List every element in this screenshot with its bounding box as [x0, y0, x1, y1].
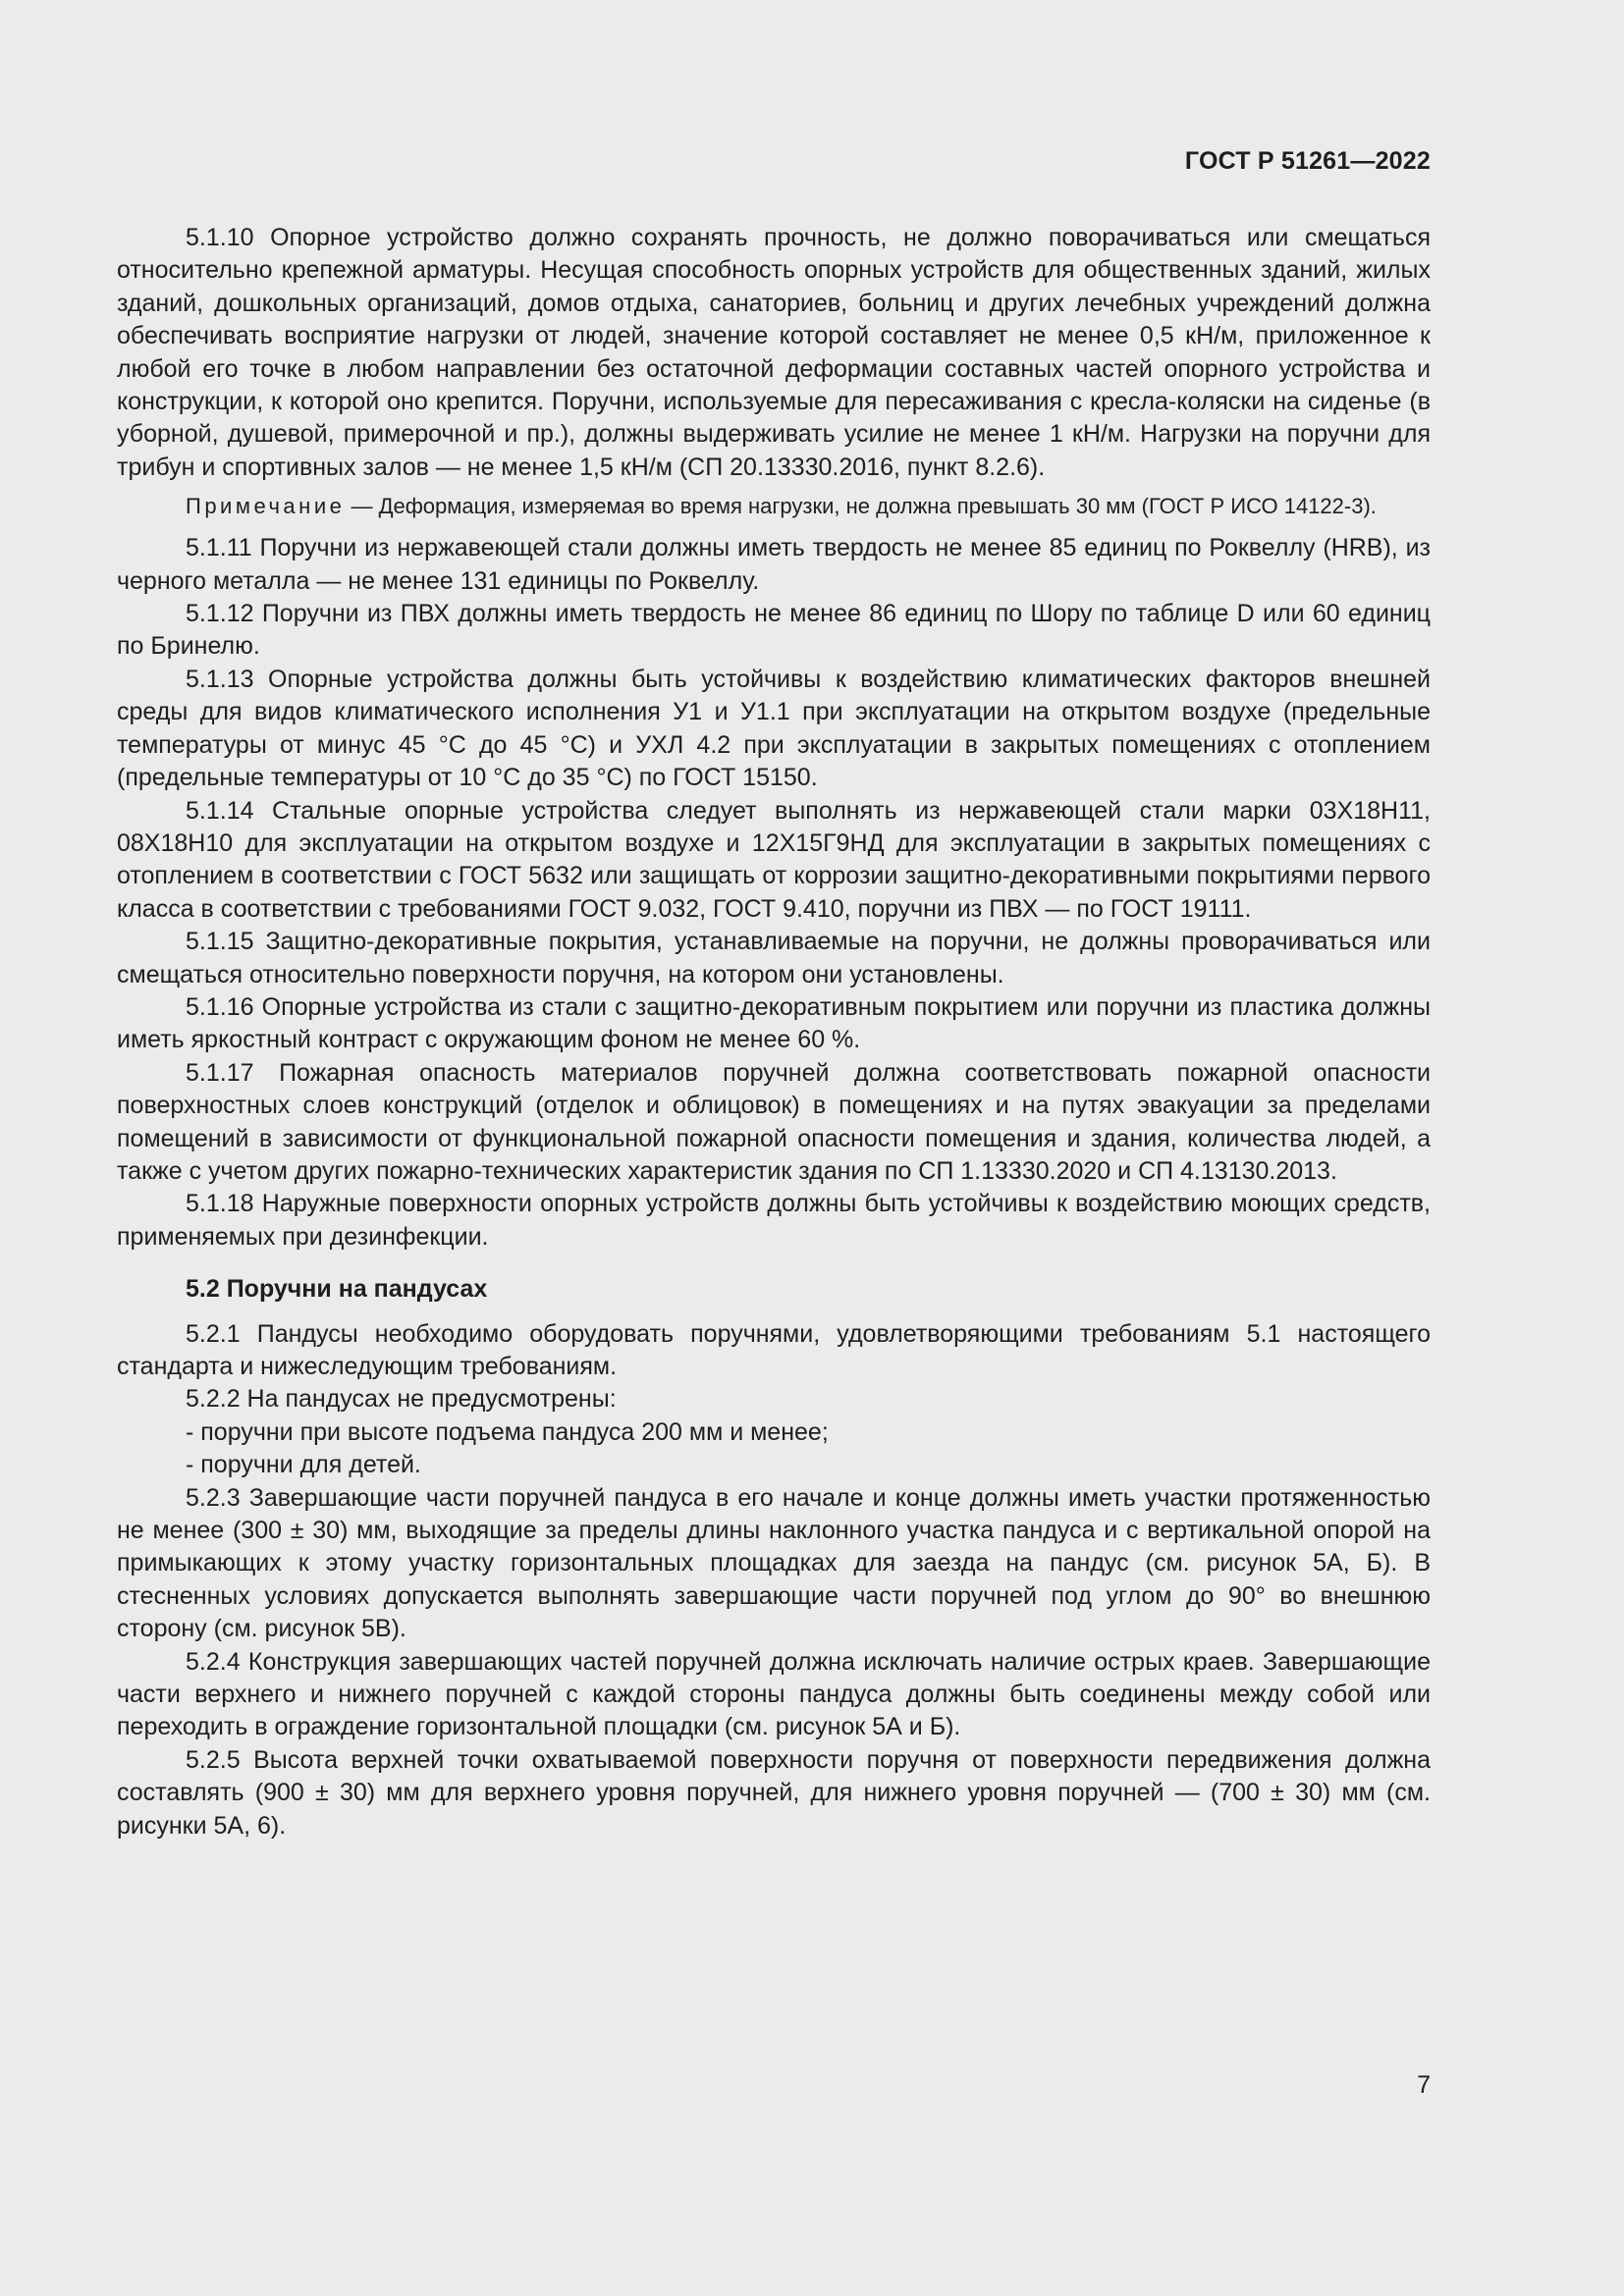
paragraph-5-2-1: 5.2.1 Пандусы необходимо оборудовать поручнями, удовлетворяющими требованиям 5.1 настоящего стандарта и нижеследующим требованиям.	[117, 1319, 1431, 1380]
list-item: - поручни при высоте подъема пандуса 200 мм и менее;	[186, 1417, 829, 1446]
note-text: — Деформация, измеряемая во время нагрузки, не должна превышать 30 мм (ГОСТ Р ИСО 14122-3).	[345, 494, 1377, 519]
paragraph-5-1-16: 5.1.16 Опорные устройства из стали с защитно-декоративным покрытием или поручни из пластика должны иметь яркостный контраст с окружающим фоном не менее 60 %.	[117, 992, 1431, 1054]
paragraph-5-1-14: 5.1.14 Стальные опорные устройства следует выполнять из нержавеющей стали марки 03Х18Н11, 08Х18Н10 для эксплуатации на открытом воздухе и 12Х15Г9НД для эксплуатации в закрытых помещениях с отоплением в соответствии с ГОСТ 5632 или защищать от коррозии защитно-декоративными покрытиями первого класса в соответствии с требованиями ГОСТ 9.032, ГОСТ 9.410, поручни из ПВХ — по ГОСТ 19111.	[117, 796, 1431, 923]
paragraph-5-1-15: 5.1.15 Защитно-декоративные покрытия, устанавливаемые на поручни, не должны проворачиваться или смещаться относительно поверхности поручня, на котором они установлены.	[117, 928, 1431, 988]
note	[117, 492, 1431, 520]
section-heading-5-2: 5.2 Поручни на пандусах	[186, 1275, 488, 1304]
paragraph-5-2-5: 5.2.5 Высота верхней точки охватываемой поверхности поручня от поверхности передвижения должна составлять (900 ± 30) мм для верхнего уровня поручней, для нижнего уровня поручней — (700 ± 30) мм (см. рисунки 5А, 6).	[117, 1745, 1431, 1840]
paragraph-5-1-13: 5.1.13 Опорные устройства должны быть устойчивы к воздействию климатических факторов внешней среды для видов климатического исполнения У1 и У1.1 при эксплуатации на открытом воздухе (предельные температуры от минус 45 °С до 45 °С) и УХЛ 4.2 при эксплуатации в закрытых помещениях с отоплением (предельные температуры от 10 °С до 35 °С) по ГОСТ 15150.	[117, 665, 1431, 792]
paragraph-5-1-10: 5.1.10 Опорное устройство должно сохранять прочность, не должно поворачиваться или смещаться относительно крепежной арматуры. Несущая способность опорных устройств для общественных зданий, жилых зданий, дошкольных организаций, домов отдыха, санаториев, больниц и других лечебных учреждений должна обеспечивать восприятие нагрузки от людей, значение которой составляет не менее 0,5 кН/м, приложенное к любой его точке в любом направлении без остаточной деформации составных частей опорного устройства и конструкции, к которой оно крепится. Поручни, используемые для пересаживания с кресла-коляски на сиденье (в уборной, душевой, примерочной и пр.), должны выдерживать усилие не менее 1 кН/м. Нагрузки на поручни для трибун и спортивных залов — не менее 1,5 кН/м (СП 20.13330.2016, пункт 8.2.6).	[117, 224, 1431, 481]
paragraph-5-2-4: 5.2.4 Конструкция завершающих частей поручней должна исключать наличие острых краев. Завершающие части верхнего и нижнего поручней с каждой стороны пандуса должны быть соединены между собой или переходить в ограждение горизонтальной площадки (см. рисунок 5А и Б).	[117, 1647, 1431, 1741]
paragraph-5-1-12: 5.1.12 Поручни из ПВХ должны иметь твердость не менее 86 единиц по Шору по таблице D или 60 единиц по Бринелю.	[117, 600, 1431, 661]
paragraph-5-1-17: 5.1.17 Пожарная опасность материалов поручней должна соответствовать пожарной опасности поверхностных слоев конструкций (отделок и облицовок) в помещениях и на путях эвакуации за пределами помещений в зависимости от функциональной пожарной опасности помещения и здания, количества людей, а также с учетом других пожарно-технических характеристик здания по СП 1.13330.2020 и СП 4.13130.2013.	[117, 1058, 1431, 1185]
note-label: Примечание	[186, 494, 346, 519]
page-number: 7	[1417, 2071, 1431, 2099]
list-item: - поручни для детей.	[186, 1451, 421, 1479]
paragraph-5-2-3: 5.2.3 Завершающие части поручней пандуса в его начале и конце должны иметь участки протяженностью не менее (300 ± 30) мм, выходящие за пределы длины наклонного участка пандуса и с вертикальной опорой на примыкающих к этому участку горизонтальных площадках для заезда на пандус (см. рисунок 5А, Б). В стесненных условиях допускается выполнять завершающие части поручней под углом до 90° во внешнюю сторону (см. рисунок 5В).	[117, 1483, 1431, 1643]
page-body	[117, 222, 1431, 1842]
document-header: ГОСТ Р 51261—2022	[1184, 147, 1431, 175]
paragraph-5-2-2: 5.2.2 На пандусах не предусмотрены:	[186, 1385, 617, 1414]
paragraph-5-1-18: 5.1.18 Наружные поверхности опорных устройств должны быть устойчивы к воздействию моющих средств, применяемых при дезинфекции.	[117, 1190, 1431, 1251]
paragraph-5-1-11: 5.1.11 Поручни из нержавеющей стали должны иметь твердость не менее 85 единиц по Роквеллу (HRB), из черного металла — не менее 131 единицы по Роквеллу.	[117, 534, 1431, 595]
